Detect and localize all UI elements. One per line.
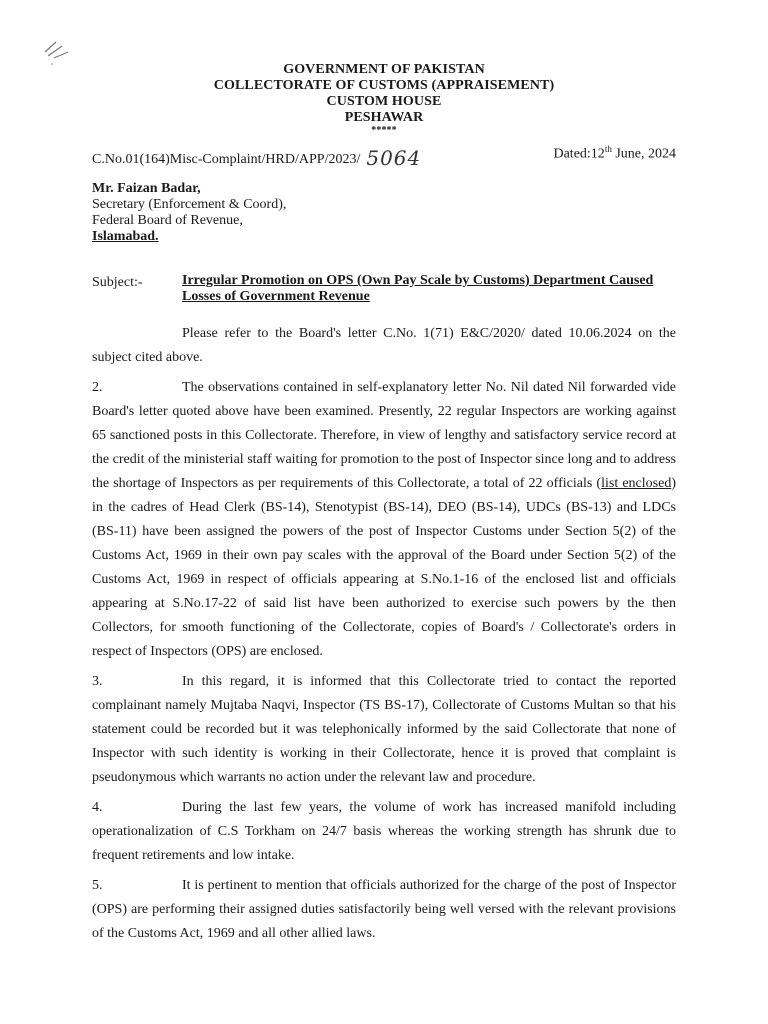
paragraph-1: Please refer to the Board's letter C.No. 1(71) E&C/2020/ dated 10.06.2024 on the subject cited above. [92, 326, 676, 365]
letter-body [92, 322, 676, 952]
letterhead-custom-house: CUSTOM HOUSE [326, 94, 442, 109]
addressee-name: Mr. Faizan Badar, [92, 181, 201, 196]
reference-row [92, 140, 676, 168]
letter-date: Dated:12th June, 2024 [553, 144, 676, 162]
paragraph-5: 5. It is pertinent to mention that officials authorized for the charge of the post of Inspector (OPS) are performing their assigned duties satisfactorily being well versed with the relevant provisions of the Customs Act, 1969 and all other allied laws. [92, 878, 676, 941]
letterhead-government: GOVERNMENT OF PAKISTAN [283, 62, 485, 77]
addressee-organization: Federal Board of Revenue, [92, 213, 243, 228]
addressee-designation: Secretary (Enforcement & Coord), [92, 197, 287, 212]
addressee-city: Islamabad. [92, 229, 159, 244]
letterhead-collectorate: COLLECTORATE OF CUSTOMS (APPRAISEMENT) [213, 78, 555, 93]
subject-label: Subject:- [92, 275, 143, 290]
paragraph-4: 4. During the last few years, the volume of work has increased manifold including operationalization of C.S Torkham on 24/7 basis whereas the working strength has shrunk due to frequent retirements and low intake. [92, 800, 676, 863]
letterhead-stars: ***** [371, 125, 397, 136]
addressee-block [92, 181, 286, 245]
handwritten-number: 5064 [366, 146, 422, 170]
letterhead [0, 62, 768, 136]
list-enclosed-text: list enclosed [601, 476, 672, 491]
paragraph-2: 2. The observations contained in self-explanatory letter No. Nil dated Nil forwarded vide Board's letter quoted above have been examined. Presently, 22 regular Inspectors are working against 65 sanctioned posts in this Collectorate. Therefore, in view of lengthy and satisfactory service record at the credit of the ministerial staff waiting for promotion to the post of Inspector since long and to address the shortage of Inspectors as per requirements of this Collectorate, a total of 22 officials (list enclosed) in the cadres of Head Clerk (BS-14), Stenotypist (BS-14), DEO (BS-14), UDCs (BS-13) and LDCs (BS-11) have been assigned the powers of the post of Inspector Customs under Section 5(2) of the Customs Act, 1969 in their own pay scales with the approval of the Board under Section 5(2) of the Customs Act, 1969 in respect of officials appearing at S.No.1-16 of the enclosed list and officials appearing at S.No.17-22 of said list have been authorized to exercise such powers by the then Collectors, for smooth functioning of the Collectorate, copies of Board's / Collectorate's orders in respect of Inspectors (OPS) are enclosed. [92, 380, 676, 659]
reference-number: C.No.01(164)Misc-Complaint/HRD/APP/2023/ 5064 [92, 146, 422, 170]
letterhead-city: PESHAWAR [344, 110, 424, 125]
subject-text: Irregular Promotion on OPS (Own Pay Scale by Customs) Department Caused Losses of Government Revenue [182, 273, 654, 304]
paragraph-3: 3. In this regard, it is informed that this Collectorate tried to contact the reported complainant namely Mujtaba Naqvi, Inspector (TS BS-17), Collectorate of Customs Multan so that his statement could be recorded but it was telephonically informed by the said Collectorate that none of Inspector with such identity is working in their Collectorate, hence it is proved that complaint is pseudonymous which warrants no action under the relevant law and procedure. [92, 674, 676, 785]
